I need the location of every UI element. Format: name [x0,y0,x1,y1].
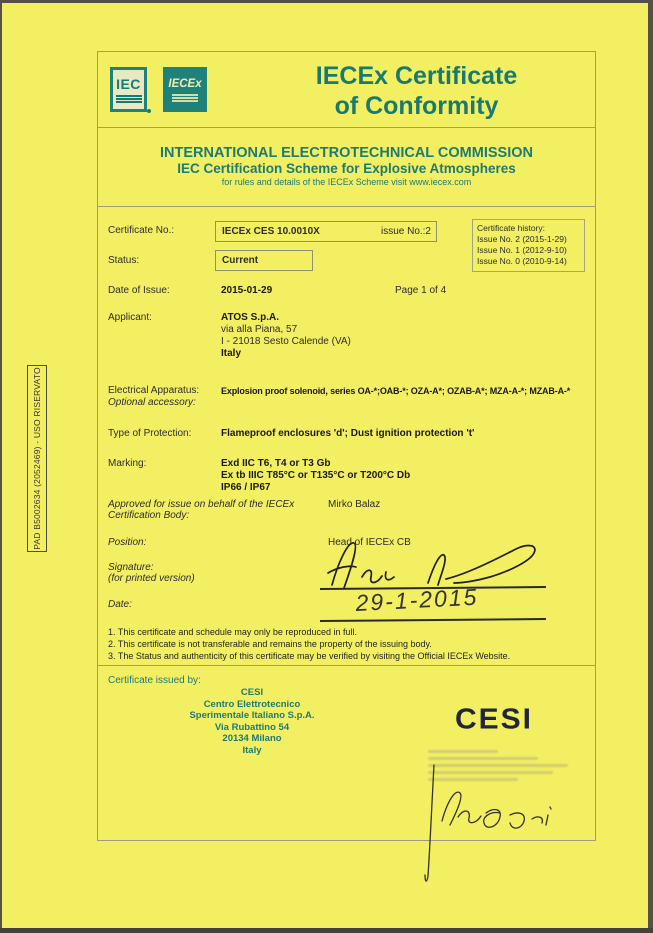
iec-logo-dot [147,109,151,113]
header-box [97,51,596,128]
note-line: 1. This certificate and schedule may only be reproduced in full. [108,627,357,637]
applicant-address-line: I - 21018 Sesto Calende (VA) [221,336,351,347]
title-line1: IECEx Certificate [315,62,518,90]
status-label: Status: [108,255,140,266]
history-title: Certificate history: [477,223,546,233]
side-reference-text: PAD B5002634 (2052469) - USO RISERVATO [32,367,42,550]
issue-no-value: issue No.:2 [380,226,431,237]
history-item: Issue No. 0 (2010-9-14) [477,256,567,266]
notes-block [108,626,510,662]
certificate-no-value: IECEx CES 10.0010X [222,226,320,237]
type-of-protection-label: Type of Protection: [108,428,192,439]
applicant-name: ATOS S.p.A. [221,312,279,323]
signature-label: Signature: [108,562,154,573]
note-line: 2. This certificate is not transferable and remains the property of the issuing body. [108,639,432,649]
date-of-issue-label: Date of Issue: [108,285,170,296]
certificate-no-box [215,221,437,242]
electrical-apparatus-label: Electrical Apparatus: [108,385,200,396]
date-handwriting [338,583,558,623]
issuer-address-line: Centro Elettrotecnico [203,698,301,710]
issued-by-label: Certificate issued by: [108,675,201,686]
commission-line1: INTERNATIONAL ELECTROTECHNICAL COMMISSION [160,145,533,161]
certificate-body-box [97,207,596,666]
cesi-logo: CESI [455,703,534,736]
approved-label-line2: Certification Body: [108,510,190,521]
page-title [238,61,595,121]
position-label: Position: [108,537,147,548]
iecex-logo-text: IECEx [168,77,202,90]
optional-accessory-label: Optional accessory: [108,397,196,408]
signature-sublabel: (for printed version) [108,573,195,584]
commission-box [97,128,596,207]
history-item: Issue No. 2 (2015-1-29) [477,234,567,244]
marking-line: Exd IIC T6, T4 or T3 Gb [221,458,331,469]
scan-edge [0,928,653,933]
type-of-protection-value: Flameproof enclosures 'd'; Dust ignition protection 't' [221,428,475,439]
status-box [215,250,313,271]
issuer-address-block [138,687,366,756]
iec-logo-text: IEC [116,75,141,92]
issuer-address-line: 20134 Milano [222,733,282,744]
date-of-issue-value: 2015-01-29 [221,285,273,296]
iecex-logo-lines [172,93,198,102]
applicant-address-line: Italy [221,348,242,359]
issuer-address-line: Italy [242,744,262,756]
issuer-address-line: CESI [240,687,264,698]
note-line: 3. The Status and authenticity of this certificate may be verified by visiting the Official IECEx Website. [108,651,511,661]
approved-label-line1: Approved for issue on behalf of the IECEx [108,499,295,510]
marking-label: Marking: [108,458,147,469]
iec-logo-icon [110,67,147,112]
issuer-box [97,666,596,841]
commission-line3: for rules and details of the IECEx Scheme visit www.iecex.com [221,177,472,187]
history-item: Issue No. 1 (2012-9-10) [477,245,567,255]
marking-line: Ex tb IIIC T85°C or T135°C or T200°C Db [221,470,411,481]
certificate-page [2,3,648,928]
issuer-address-line: Sperimentale Italiano S.p.A. [189,710,315,721]
position-value: Head of IECEx CB [328,537,411,548]
marking-line: IP66 / IP67 [221,482,271,493]
iec-logo-inner [113,70,144,109]
certificate-history-box [472,219,585,272]
approved-name: Mirko Balaz [328,499,381,510]
issuer-signature-handwriting [408,751,588,881]
iec-logo-lines [116,94,142,103]
handwritten-date-text: 29-1-2015 [354,583,479,616]
title-line2: of Conformity [334,92,499,120]
electrical-apparatus-value: Explosion proof solenoid, series OA-*;OAB-*; OZA-A*; OZAB-A*; MZA-A-*; MZAB-A-* [221,386,571,396]
date-label: Date: [108,599,132,610]
side-reference-tag [27,365,47,552]
certificate-no-label: Certificate No.: [108,225,175,236]
issuer-address-line: Via Rubattino 54 [214,721,290,733]
applicant-address-line: via alla Piana, 57 [221,324,298,335]
iecex-logo-icon [163,67,207,112]
page-info: Page 1 of 4 [395,285,447,296]
status-value: Current [222,255,259,266]
applicant-label: Applicant: [108,312,152,323]
commission-line2: IEC Certification Scheme for Explosive Atmospheres [177,161,516,176]
